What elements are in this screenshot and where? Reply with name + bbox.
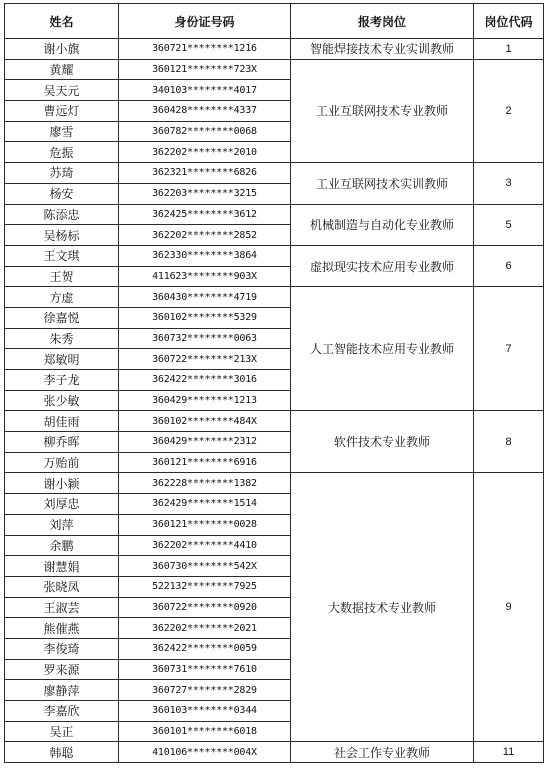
candidate-id-number: 411623********903X [119, 266, 291, 287]
candidate-name: 方虚 [5, 287, 119, 308]
candidate-id-number: 360121********723X [119, 59, 291, 80]
candidate-name: 李子龙 [5, 370, 119, 391]
post-title: 工业互联网技术实训教师 [291, 163, 474, 204]
candidate-name: 李俊琦 [5, 638, 119, 659]
table-body [5, 39, 544, 763]
candidate-name: 苏琦 [5, 163, 119, 184]
candidate-id-number: 340103********4017 [119, 80, 291, 101]
post-title: 机械制造与自动化专业教师 [291, 204, 474, 245]
post-title: 工业互联网技术专业教师 [291, 59, 474, 162]
candidate-name: 罗来源 [5, 659, 119, 680]
post-title: 人工智能技术应用专业教师 [291, 287, 474, 411]
candidate-name: 柳乔晖 [5, 432, 119, 453]
candidate-id-number: 362425********3612 [119, 204, 291, 225]
post-title: 社会工作专业教师 [291, 742, 474, 763]
candidate-id-number: 360428********4337 [119, 101, 291, 122]
candidate-id-number: 360102********5329 [119, 307, 291, 328]
post-title: 软件技术专业教师 [291, 411, 474, 473]
post-title: 虚拟现实技术应用专业教师 [291, 245, 474, 286]
candidate-name: 廖静萍 [5, 680, 119, 701]
candidate-id-number: 362321********6826 [119, 163, 291, 184]
candidate-id-number: 360721********1216 [119, 39, 291, 60]
table-row [5, 287, 544, 308]
table-row [5, 473, 544, 494]
table-row [5, 59, 544, 80]
post-code: 11 [474, 742, 544, 763]
candidate-name: 李嘉欣 [5, 701, 119, 722]
candidate-id-number: 360103********0344 [119, 701, 291, 722]
candidate-name: 熊催燕 [5, 618, 119, 639]
post-code: 5 [474, 204, 544, 245]
candidate-name: 吴杨标 [5, 225, 119, 246]
header-id-number: 身份证号码 [119, 4, 291, 39]
candidate-name: 陈添忠 [5, 204, 119, 225]
candidate-name: 王淑芸 [5, 597, 119, 618]
table-row [5, 742, 544, 763]
candidate-name: 万贻前 [5, 452, 119, 473]
candidate-id-number: 360121********6916 [119, 452, 291, 473]
post-code: 6 [474, 245, 544, 286]
candidate-name: 韩聪 [5, 742, 119, 763]
candidate-name: 谢小旗 [5, 39, 119, 60]
header-post: 报考岗位 [291, 4, 474, 39]
table-row [5, 39, 544, 60]
post-code: 1 [474, 39, 544, 60]
post-code: 9 [474, 473, 544, 742]
candidate-id-number: 360782********0068 [119, 121, 291, 142]
candidate-id-number: 360732********0063 [119, 328, 291, 349]
candidate-id-number: 362202********2010 [119, 142, 291, 163]
candidate-id-number: 362422********0059 [119, 638, 291, 659]
candidate-name: 胡佳雨 [5, 411, 119, 432]
candidate-id-number: 362422********3016 [119, 370, 291, 391]
candidate-name: 朱秀 [5, 328, 119, 349]
post-title: 智能焊接技术专业实训教师 [291, 39, 474, 60]
candidate-name: 危振 [5, 142, 119, 163]
candidate-id-number: 410106********004X [119, 742, 291, 763]
candidate-name: 张少敏 [5, 390, 119, 411]
post-code: 3 [474, 163, 544, 204]
post-title: 大数据技术专业教师 [291, 473, 474, 742]
candidate-id-number: 360731********7610 [119, 659, 291, 680]
candidate-id-number: 362202********2021 [119, 618, 291, 639]
candidate-id-number: 360730********542X [119, 556, 291, 577]
candidate-name: 谢小颖 [5, 473, 119, 494]
candidate-id-number: 360429********2312 [119, 432, 291, 453]
candidate-name: 徐嘉悦 [5, 307, 119, 328]
candidate-id-number: 360429********1213 [119, 390, 291, 411]
table-row [5, 163, 544, 184]
candidate-name: 张晓凤 [5, 576, 119, 597]
candidate-name: 曹远灯 [5, 101, 119, 122]
candidate-name: 吴正 [5, 721, 119, 742]
candidate-name: 王贺 [5, 266, 119, 287]
candidate-id-number: 362202********4410 [119, 535, 291, 556]
table-row [5, 411, 544, 432]
candidate-id-number: 360102********484X [119, 411, 291, 432]
candidate-name: 谢慧娟 [5, 556, 119, 577]
candidate-name: 黄耀 [5, 59, 119, 80]
candidate-id-number: 360727********2829 [119, 680, 291, 701]
candidate-id-number: 362202********2852 [119, 225, 291, 246]
candidate-name: 廖雪 [5, 121, 119, 142]
header-name: 姓名 [5, 4, 119, 39]
header-row [5, 4, 544, 39]
header-post-code: 岗位代码 [474, 4, 544, 39]
candidate-name: 王文琪 [5, 245, 119, 266]
candidate-name: 刘厚忠 [5, 494, 119, 515]
candidate-name: 吴天元 [5, 80, 119, 101]
candidate-id-number: 360121********0028 [119, 514, 291, 535]
candidate-id-number: 362429********1514 [119, 494, 291, 515]
candidate-name: 杨安 [5, 183, 119, 204]
post-code: 8 [474, 411, 544, 473]
candidate-name: 余鹏 [5, 535, 119, 556]
candidate-id-number: 360722********0920 [119, 597, 291, 618]
candidate-id-number: 360430********4719 [119, 287, 291, 308]
candidate-id-number: 522132********7925 [119, 576, 291, 597]
table-row [5, 204, 544, 225]
candidate-name: 刘萍 [5, 514, 119, 535]
candidate-id-number: 360722********213X [119, 349, 291, 370]
candidate-id-number: 362228********1382 [119, 473, 291, 494]
post-code: 2 [474, 59, 544, 162]
candidate-table [4, 3, 544, 763]
candidate-name: 郑敏明 [5, 349, 119, 370]
candidate-id-number: 360101********6018 [119, 721, 291, 742]
candidate-id-number: 362203********3215 [119, 183, 291, 204]
candidate-id-number: 362330********3864 [119, 245, 291, 266]
table-row [5, 245, 544, 266]
post-code: 7 [474, 287, 544, 411]
